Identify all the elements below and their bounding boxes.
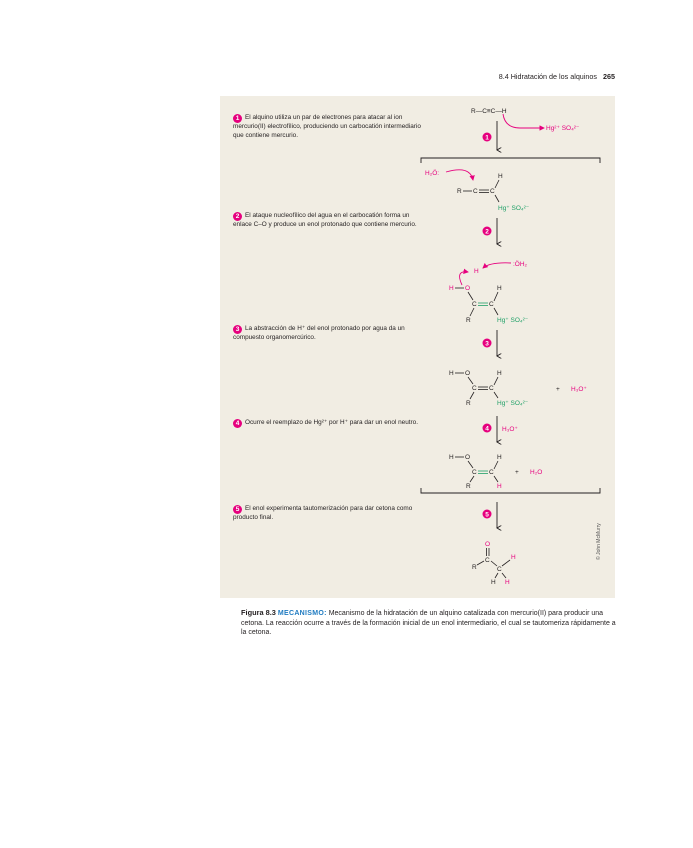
arrow-badge-1-label: 1 (485, 134, 489, 142)
figure-number: Figura 8.3 (241, 608, 276, 617)
hydronium-reagent: H₃O⁺ (502, 426, 518, 433)
atom-h-2: H (474, 268, 479, 275)
step-5-description: El enol experimenta tautomerización para dar cetona como producto final. (233, 505, 413, 521)
hg-reagent: Hg²⁺ SO₄²⁻ (546, 125, 580, 132)
page-number: 265 (603, 72, 615, 81)
step-4-description: Ocurre el reemplazo de Hg²⁺ por H⁺ para dar un enol neutro. (245, 419, 418, 426)
water-base: :ÖH₂ (513, 261, 528, 268)
step-1-description: El alquino utiliza un par de electrones para atacar al ion mercurio(II) electrofílico, produciendo un carbocatión intermediario que contiene mercurio. (233, 114, 421, 139)
atom-r-1: R (457, 188, 462, 195)
plus-sign-1: + (556, 386, 560, 393)
arrow-badge-5-label: 5 (485, 511, 489, 519)
atom-h-5: H (449, 370, 454, 377)
step-3-badge: 3 (233, 325, 242, 334)
step-2-badge: 2 (233, 212, 242, 221)
arrow-badge-2-label: 2 (485, 228, 489, 236)
step-2-description: El ataque nucleofílico del agua en el carbocatión forma un enlace C–O y produce un enol protonado que contiene mercurio. (233, 212, 417, 228)
atom-h-1: H (498, 173, 503, 180)
hydronium-product: H₃O⁺ (571, 386, 587, 393)
arrow-badge-3-label: 3 (485, 340, 489, 348)
bracket-top (421, 158, 600, 163)
atom-c-4: C (489, 301, 494, 308)
step-5-badge: 5 (233, 505, 242, 514)
atom-c-8: C (489, 469, 494, 476)
section-title: 8.4 Hidratación de los alquinos (498, 72, 597, 81)
arrow-badge-4-label: 4 (485, 425, 489, 433)
atom-h-10: H (511, 554, 516, 561)
atom-c-5: C (472, 385, 477, 392)
electron-arrow-3 (483, 263, 511, 268)
hg-group-1: Hg⁺ SO₄²⁻ (498, 205, 530, 212)
atom-h-4: H (497, 285, 502, 292)
atom-c-9: C (485, 557, 490, 564)
atom-h-3: H (449, 285, 454, 292)
electron-arrow-2 (446, 170, 473, 180)
mechanism-label: MECANISMO: (277, 610, 327, 617)
photo-credit: © John McMurry (596, 523, 602, 560)
atom-h-9: H (497, 483, 502, 490)
atom-h-11: H (491, 579, 496, 586)
atom-c-7: C (472, 469, 477, 476)
figure-caption (241, 608, 619, 638)
atom-r-2: R (466, 317, 471, 324)
atom-r-3: R (466, 400, 471, 407)
atom-c-1: C (473, 188, 478, 195)
atom-c-10: C (497, 566, 502, 573)
electron-arrow-4 (460, 272, 468, 285)
atom-c-3: C (472, 301, 477, 308)
alkyne-formula: R—C≡C—H (471, 108, 507, 115)
atom-h-12: H (505, 579, 510, 586)
atom-o-4: O (485, 541, 491, 548)
step-3-description: La abstracción de H⁺ del enol protonado por agua da un compuesto organomercúrico. (233, 325, 405, 341)
electron-arrow-1 (503, 114, 544, 128)
atom-r-5: R (472, 564, 477, 571)
hg-group-2: Hg⁺ SO₄²⁻ (497, 317, 529, 324)
atom-r-4: R (466, 483, 471, 490)
atom-o-1: O (465, 285, 471, 292)
atom-h-7: H (449, 454, 454, 461)
atom-o-3: O (465, 454, 471, 461)
caption-text: Mecanismo de la hidratación de un alquino catalizada con mercurio(II) para producir una cetona. La reacción ocurre a través de la formación inicial de un enol intermediario, el cual se tautomeriza rápidamente a la cetona. (241, 610, 616, 637)
water-nucleophile: H₂Ö: (425, 170, 440, 177)
water-product: H₂O (530, 469, 543, 476)
atom-h-6: H (497, 370, 502, 377)
atom-c-2: C (490, 188, 495, 195)
hg-group-3: Hg⁺ SO₄²⁻ (497, 400, 529, 407)
bracket-bottom (421, 488, 600, 493)
step-1-badge: 1 (233, 114, 242, 123)
atom-c-6: C (489, 385, 494, 392)
atom-o-2: O (465, 370, 471, 377)
step-4-badge: 4 (233, 419, 242, 428)
atom-h-8: H (497, 454, 502, 461)
plus-sign-2: + (515, 469, 519, 476)
